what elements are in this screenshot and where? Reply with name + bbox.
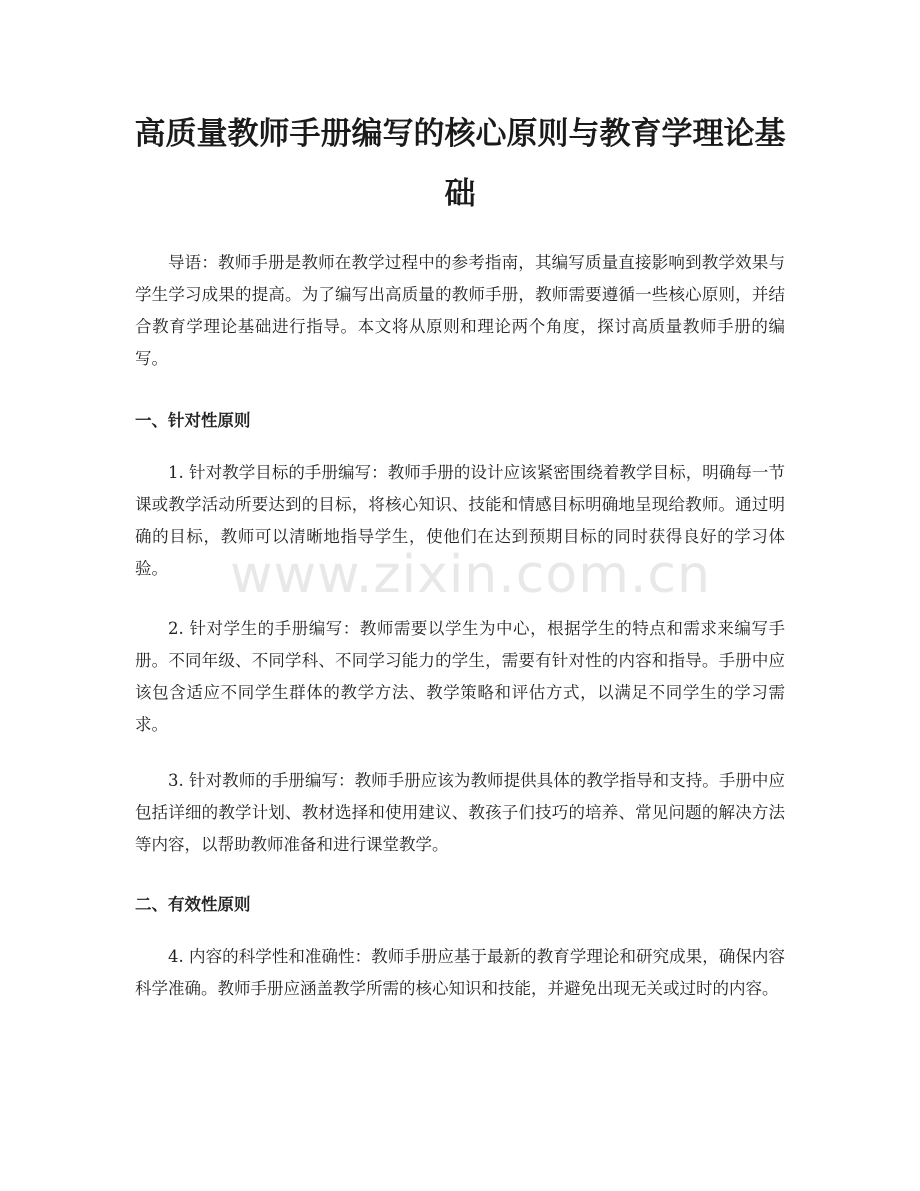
section-1-item-3: 3. 针对教师的手册编写：教师手册应该为教师提供具体的教学指导和支持。手册中应包括详细的教学计划、教材选择和使用建议、教孩子们技巧的培养、常见问题的解决方法等内容，以帮助教师准备和进行课堂教学。 [135, 771, 785, 854]
watermark: www.zixin.com.cn [230, 545, 711, 605]
section-1-item-1: 1. 针对教学目标的手册编写：教师手册的设计应该紧密围绕着教学目标，明确每一节课或教学活动所要达到的目标，将核心知识、技能和情感目标明确地呈现给教师。通过明确的目标，教师可以清晰地指导学生，使他们在达到预期目标的同时获得良好的学习体验。 [135, 463, 785, 578]
document-title: 高质量教师手册编写的核心原则与教育学理论基础 [134, 116, 786, 212]
section-1-heading: 一、针对性原则 [135, 411, 251, 430]
section-2-item-4: 4. 内容的科学性和准确性：教师手册应基于最新的教育学理论和研究成果，确保内容科学准确。教师手册应涵盖教学所需的核心知识和技能，并避免出现无关或过时的内容。 [135, 947, 785, 998]
section-1-item-2: 2. 针对学生的手册编写：教师需要以学生为中心，根据学生的特点和需求来编写手册。不同年级、不同学科、不同学习能力的学生，需要有针对性的内容和指导。手册中应该包含适应不同学生群体的教学方法、教学策略和评估方式，以满足不同学生的学习需求。 [135, 619, 785, 734]
section-2-heading: 二、有效性原则 [135, 895, 251, 914]
intro-paragraph: 导语：教师手册是教师在教学过程中的参考指南，其编写质量直接影响到教学效果与学生学习成果的提高。为了编写出高质量的教师手册，教师需要遵循一些核心原则，并结合教育学理论基础进行指导。本文将从原则和理论两个角度，探讨高质量教师手册的编写。 [135, 253, 785, 368]
